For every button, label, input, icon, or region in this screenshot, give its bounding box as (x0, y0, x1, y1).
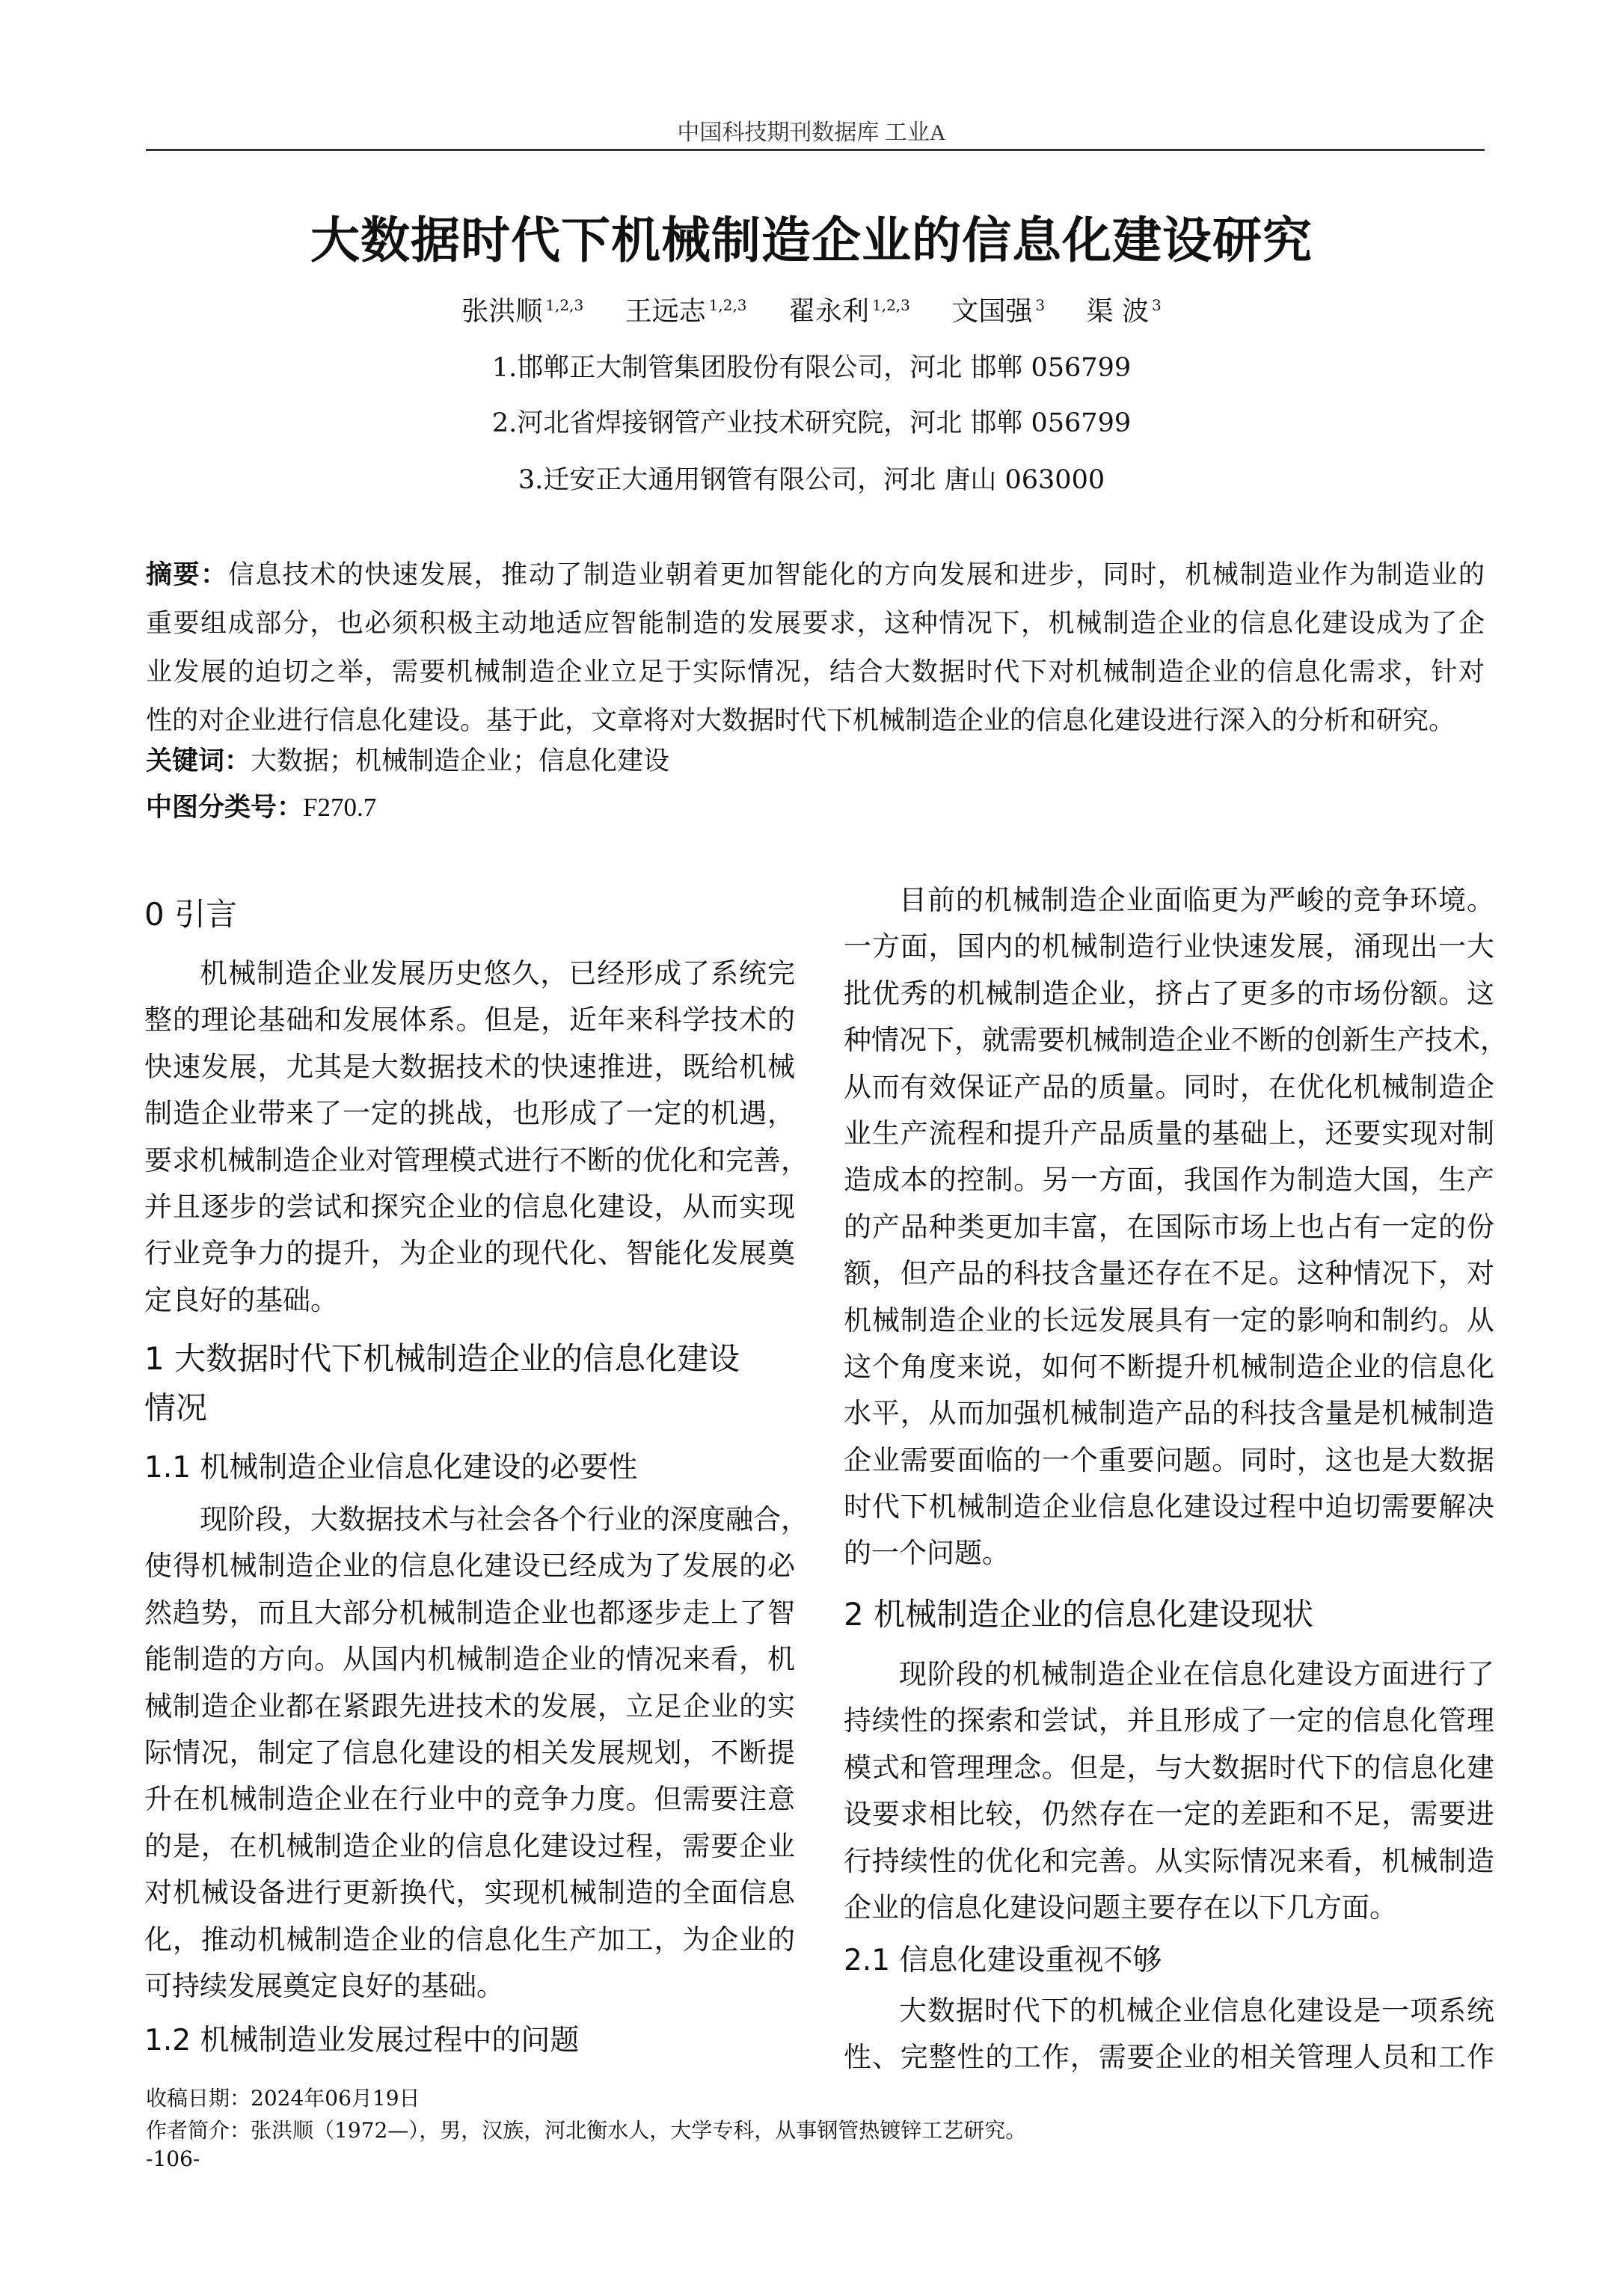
text-line: 械制造企业都在紧跟先进技术的发展，立足企业的实 (144, 1689, 795, 1722)
text-line: 设要求相比较，仍然存在一定的差距和不足，需要进 (844, 1798, 1494, 1831)
author (1087, 296, 1162, 327)
text-line: 行持续性的优化和完善。从实际情况来看，机械制造 (844, 1844, 1494, 1877)
text-line: 的是，在机械制造企业的信息化建设过程，需要企业 (144, 1829, 795, 1862)
paragraph (144, 1497, 809, 2010)
text-line: 模式和管理理念。但是，与大数据时代下的信息化建 (844, 1751, 1494, 1784)
text-line: 现阶段，大数据技术与社会各个行业的深度融合， (200, 1503, 809, 1535)
keywords-label: 关键词： (146, 746, 251, 776)
text-line: 目前的机械制造企业面临更为严峻的竞争环境。 (899, 884, 1494, 916)
author-affiliation-mark: 3 (1035, 296, 1046, 314)
text-line: 制造企业带来了一定的挑战，也形成了一定的机遇， (144, 1097, 795, 1130)
abstract-text: 信息技术的快速发展，推动了制造业朝着更加智能化的方向发展和进步，同时，机械制造业作为制造业的 (227, 560, 1485, 590)
text-line: 升在机械制造企业在行业中的竞争力度。但需要注意 (144, 1783, 795, 1816)
heading-line: 1 大数据时代下机械制造企业的信息化建设 (144, 1340, 740, 1377)
text-line: 造成本的控制。另一方面，我国作为制造大国，生产 (844, 1164, 1494, 1197)
page-number: -106- (146, 2146, 200, 2171)
abstract-line: 性的对企业进行信息化建设。基于此，文章将对大数据时代下机械制造企业的信息化建设进行深入的分析和研究。 (146, 706, 1455, 736)
paragraph (844, 877, 1508, 1577)
text-line: 行业竞争力的提升，为企业的现代化、智能化发展奠 (144, 1237, 795, 1270)
text-line: 种情况下，就需要机械制造企业不断的创新生产技术， (844, 1024, 1508, 1057)
section-heading-2-1: 2.1 信息化建设重视不够 (844, 1944, 1162, 1977)
author-affiliation-mark: 1,2,3 (872, 296, 910, 314)
section-heading-0: 0 引言 (144, 896, 238, 933)
text-line: 定良好的基础。 (144, 1283, 338, 1316)
paragraph (844, 1988, 1494, 2081)
abstract-line (146, 551, 1485, 600)
text-line: 批优秀的机械制造企业，挤占了更多的市场份额。这 (844, 977, 1494, 1010)
text-line: 企业需要面临的一个重要问题。同时，这也是大数据 (844, 1443, 1494, 1476)
author-name: 张洪顺 (461, 296, 543, 327)
text-line: 持续性的探索和尝试，并且形成了一定的信息化管理 (844, 1704, 1494, 1737)
text-line: 时代下机械制造企业信息化建设过程中迫切需要解决 (844, 1491, 1494, 1523)
author-name: 王远志 (625, 296, 706, 327)
paragraph (844, 1651, 1494, 1931)
author-bio: 作者简介：张洪顺（1972—），男，汉族，河北衡水人，大学专科，从事钢管热镀锌工艺研究。 (146, 2118, 1027, 2143)
text-line: 对机械设备进行更新换代，实现机械制造的全面信息 (144, 1876, 795, 1909)
clc-value: F270.7 (303, 793, 377, 822)
affiliation: 2.河北省焊接钢管产业技术研究院，河北 邯郸 056799 (491, 408, 1132, 438)
keywords-value: 大数据；机械制造企业；信息化建设 (251, 746, 670, 776)
text-line: 际情况，制定了信息化建设的相关发展规划，不断提 (144, 1736, 795, 1769)
text-line: 水平，从而加强机械制造产品的科技含量是机械制造 (844, 1397, 1494, 1430)
author-affiliation-mark: 1,2,3 (708, 296, 747, 314)
text-line: 快速发展，尤其是大数据技术的快速推进，既给机械 (144, 1050, 795, 1083)
abstract-line: 重要组成部分，也必须积极主动地适应智能制造的发展要求，这种情况下，机械制造企业的信息化建设成为了企 (146, 609, 1485, 639)
author (625, 296, 747, 327)
text-line: 整的理论基础和发展体系。但是，近年来科学技术的 (144, 1004, 795, 1037)
text-line: 能制造的方向。从国内机械制造企业的情况来看，机 (144, 1643, 795, 1676)
received-date: 收稿日期：2024年06月19日 (146, 2086, 420, 2111)
author (788, 296, 910, 327)
clc-number (146, 787, 376, 824)
text-line: 机械制造企业的长远发展具有一定的影响和制约。从 (844, 1304, 1494, 1336)
abstract-line: 业发展的迫切之举，需要机械制造企业立足于实际情况，结合大数据时代下对机械制造企业的信息化需求，针对 (146, 657, 1485, 687)
abstract-label: 摘要： (146, 560, 228, 590)
author-name: 渠 波 (1086, 296, 1149, 327)
text-line: 化，推动机械制造企业的信息化生产加工，为企业的 (144, 1923, 795, 1956)
section-heading-1 (144, 1334, 795, 1433)
text-line: 的产品种类更加丰富，在国际市场上也占有一定的份 (844, 1210, 1494, 1243)
text-line: 性、完整性的工作，需要企业的相关管理人员和工作 (844, 2041, 1494, 2074)
author (951, 296, 1045, 327)
text-line: 额，但产品的科技含量还存在不足。这种情况下，对 (844, 1257, 1494, 1290)
clc-label: 中图分类号： (146, 793, 304, 823)
author-affiliation-mark: 1,2,3 (545, 296, 584, 314)
text-line: 然趋势，而且大部分机械制造企业也都逐步走上了智 (144, 1596, 795, 1629)
text-line: 从而有效保证产品的质量。同时，在优化机械制造企 (844, 1070, 1494, 1103)
text-line: 并且逐步的尝试和探究企业的信息化建设，从而实现 (144, 1190, 795, 1223)
affiliation: 3.迁安正大通用钢管有限公司，河北 唐山 063000 (518, 465, 1105, 495)
text-line: 大数据时代下的机械企业信息化建设是一项系统 (899, 1995, 1494, 2027)
text-line: 机械制造企业发展历史悠久，已经形成了系统完 (200, 957, 795, 989)
section-heading-1-2: 1.2 机械制造业发展过程中的问题 (144, 2024, 580, 2057)
text-line: 要求机械制造企业对管理模式进行不断的优化和完善， (144, 1144, 809, 1176)
keywords (146, 740, 669, 778)
author-list (0, 290, 1623, 328)
text-line: 企业的信息化建设问题主要存在以下几方面。 (844, 1891, 1397, 1924)
paragraph (144, 951, 809, 1324)
running-head: 中国科技期刊数据库 工业A (677, 120, 946, 145)
affiliation: 1.邯郸正大制管集团股份有限公司，河北 邯郸 056799 (491, 353, 1132, 383)
heading-line: 情况 (144, 1390, 208, 1426)
text-line: 现阶段的机械制造企业在信息化建设方面进行了 (899, 1658, 1494, 1690)
abstract (146, 551, 1485, 746)
text-line: 一方面，国内的机械制造行业快速发展，涌现出一大 (844, 930, 1494, 963)
section-heading-2: 2 机械制造企业的信息化建设现状 (844, 1596, 1314, 1633)
text-line: 业生产流程和提升产品质量的基础上，还要实现对制 (844, 1117, 1494, 1149)
author-affiliation-mark: 3 (1152, 296, 1162, 314)
paper-title: 大数据时代下机械制造企业的信息化建设研究 (310, 212, 1313, 269)
section-heading-1-1: 1.1 机械制造企业信息化建设的必要性 (144, 1451, 638, 1485)
text-line: 这个角度来说，如何不断提升机械制造企业的信息化 (844, 1350, 1494, 1383)
text-line: 可持续发展奠定良好的基础。 (144, 1969, 504, 2002)
text-line: 的一个问题。 (844, 1537, 1010, 1570)
author-name: 翟永利 (788, 296, 869, 327)
author-name: 文国强 (951, 296, 1033, 327)
author (461, 296, 583, 327)
header-rule (146, 149, 1485, 151)
text-line: 使得机械制造企业的信息化建设已经成为了发展的必 (144, 1550, 795, 1583)
